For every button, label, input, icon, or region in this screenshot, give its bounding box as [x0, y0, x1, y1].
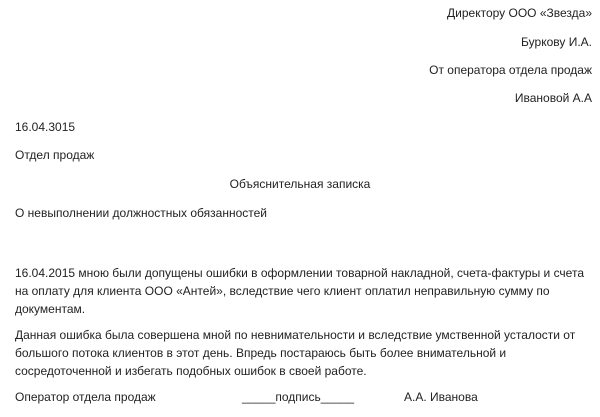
signature-position: Оператор отдела продаж	[15, 390, 156, 404]
document-title: Объяснительная записка	[229, 177, 371, 191]
paragraph-line: большого потока клиентов в этот день. Впредь постараюсь быть более внимательной и	[15, 346, 507, 360]
paragraph-line: 16.04.2015 мною были допущены ошибки в оформлении товарной накладной, счета-фактуры и счета	[15, 266, 584, 280]
paragraph-line: Данная ошибка была совершена мной по невнимательности и вследствие умственной усталости от	[15, 328, 576, 342]
addressee-name: Буркову И.А.	[521, 35, 592, 49]
addressee-line: Директору ООО «Звезда»	[447, 6, 592, 20]
body-paragraph-1	[15, 264, 585, 318]
paragraph-line: сосредоточенной и избегать подобных ошибок в своей работе.	[15, 364, 367, 378]
body-paragraph-2	[15, 326, 585, 380]
department: Отдел продаж	[15, 148, 95, 162]
document-subject: О невыполнении должностных обязанностей	[15, 206, 267, 220]
signature-field: _____подпись_____	[242, 390, 355, 404]
signature-name: А.А. Иванова	[404, 390, 478, 404]
sender-name: Ивановой А.А	[514, 91, 592, 105]
paragraph-line: документам.	[15, 302, 86, 316]
paragraph-line: на оплату для клиента ООО «Антей», вследствие чего клиент оплатил неправильную сумму по	[15, 284, 550, 298]
sender-line: От оператора отдела продаж	[429, 63, 592, 77]
document-date: 16.04.3015	[15, 120, 76, 134]
